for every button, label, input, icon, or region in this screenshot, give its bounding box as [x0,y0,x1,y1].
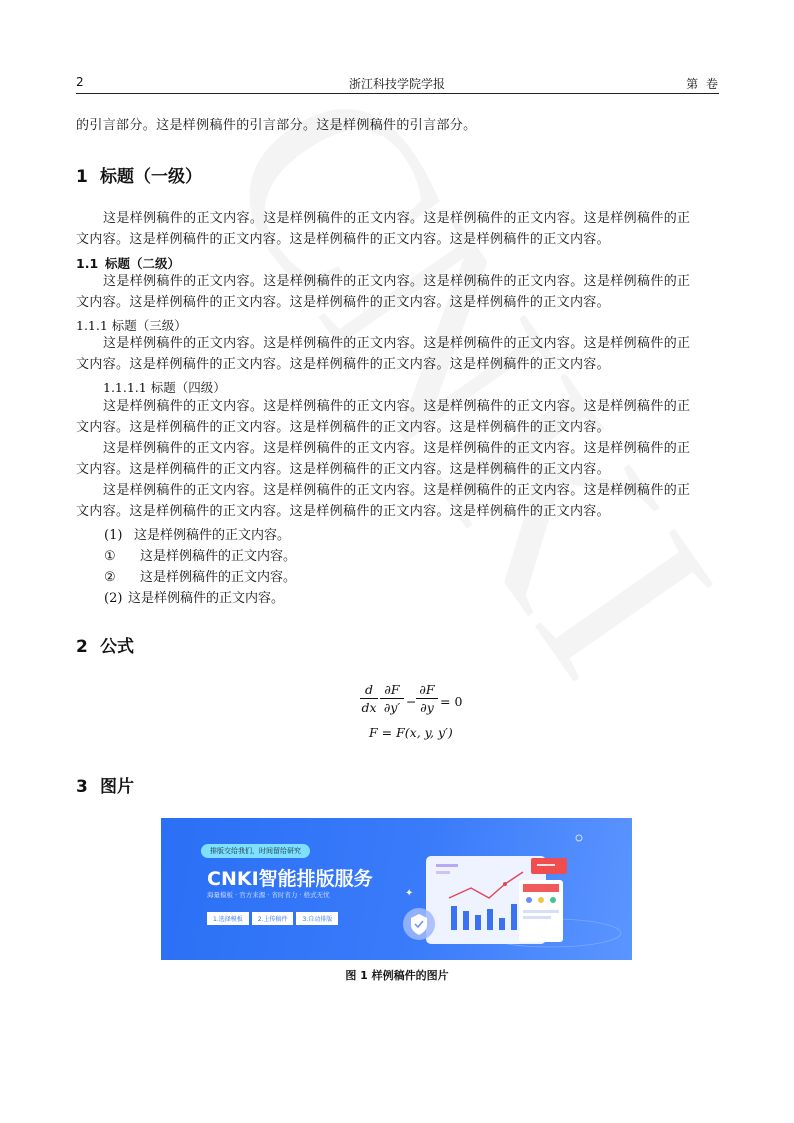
list-item [104,545,296,564]
intro-paragraph: 的引言部分。这是样例稿件的引言部分。这是样例稿件的引言部分。 [76,118,477,133]
svg-text:✦: ✦ [405,888,414,899]
section-title: 标题（一级） [100,167,202,187]
list-text: 这是样例稿件的正文内容。 [128,591,285,606]
list-marker: ② [104,570,116,585]
section-1-heading [76,162,202,187]
section-title: 图片 [100,777,134,797]
section-title: 公式 [100,637,134,657]
list-text: 这是样例稿件的正文内容。 [140,549,297,564]
list-text: 这是样例稿件的正文内容。 [140,570,297,585]
paragraph-line: 这是样例稿件的正文内容。这是样例稿件的正文内容。这是样例稿件的正文内容。这是样例稿件的正 [103,483,691,498]
section-3-heading [76,772,134,797]
paragraph-line: 文内容。这是样例稿件的正文内容。这是样例稿件的正文内容。这是样例稿件的正文内容。 [76,462,611,477]
header-rule [76,93,719,94]
section-number: 3 [76,777,88,797]
paragraph-line: 文内容。这是样例稿件的正文内容。这是样例稿件的正文内容。这是样例稿件的正文内容。 [76,357,611,372]
subsection-title: 标题（二级） [105,256,181,271]
journal-name: 浙江科技学院学报 [348,77,445,91]
list-item [104,566,296,585]
fraction-denominator: ∂y [420,700,434,715]
euler-lagrange-equation [360,682,480,722]
function-definition: F = F(x, y, y′) [369,725,453,740]
equation-rhs: = 0 [440,694,463,709]
fraction-numerator: d [364,682,373,697]
fraction-numerator: ∂F [384,682,400,697]
banner-step: 2.上传稿件 [252,912,294,925]
cnki-banner-image [161,818,632,960]
banner-tagline: 海量模板 · 官方来源 · 省时省力 · 格式无忧 [207,891,330,899]
section-number: 1 [76,167,88,187]
paragraph-line: 这是样例稿件的正文内容。这是样例稿件的正文内容。这是样例稿件的正文内容。这是样例稿件的正 [103,211,691,226]
banner-step: 1.选择模板 [207,912,249,925]
figure-caption: 图 1 样例稿件的图片 [345,969,449,982]
paragraph-line: 这是样例稿件的正文内容。这是样例稿件的正文内容。这是样例稿件的正文内容。这是样例稿件的正 [103,274,691,289]
watermark [163,33,772,725]
list-text: 这是样例稿件的正文内容。 [134,528,291,543]
fraction-denominator: dx [361,700,377,715]
subsection-number: 1.1 [76,256,99,271]
subsection-1-1-1-heading: 1.1.1 标题（三级） [76,318,187,333]
paragraph-line: 文内容。这是样例稿件的正文内容。这是样例稿件的正文内容。这是样例稿件的正文内容。 [76,504,611,519]
fraction-numerator: ∂F [419,682,435,697]
paragraph-line: 这是样例稿件的正文内容。这是样例稿件的正文内容。这是样例稿件的正文内容。这是样例稿件的正 [103,441,691,456]
minus-sign: − [406,694,417,709]
paragraph-line: 这是样例稿件的正文内容。这是样例稿件的正文内容。这是样例稿件的正文内容。这是样例稿件的正 [103,399,691,414]
list-item [104,524,290,543]
banner-step: 3.自动排版 [296,912,338,925]
list-marker: (2) [104,591,123,606]
subsection-1-1-heading [76,254,180,272]
paragraph-line: 文内容。这是样例稿件的正文内容。这是样例稿件的正文内容。这是样例稿件的正文内容。 [76,420,611,435]
banner-title: CNKI智能排版服务 [207,868,373,890]
page-number: 2 [76,75,84,89]
banner-illustration [401,828,631,958]
list-marker: ① [104,549,116,564]
section-number: 2 [76,637,88,657]
subsection-1-1-1-1-heading: 1.1.1.1 标题（四级） [103,380,226,395]
paragraph-line: 这是样例稿件的正文内容。这是样例稿件的正文内容。这是样例稿件的正文内容。这是样例稿件的正 [103,336,691,351]
banner-steps [207,912,338,925]
list-marker: (1) [104,528,123,543]
volume-label: 第 卷 [686,77,718,91]
paragraph-line: 文内容。这是样例稿件的正文内容。这是样例稿件的正文内容。这是样例稿件的正文内容。 [76,295,611,310]
section-2-heading [76,632,134,657]
list-item [104,587,284,606]
paragraph-line: 文内容。这是样例稿件的正文内容。这是样例稿件的正文内容。这是样例稿件的正文内容。 [76,232,611,247]
banner-pill: 排版交给我们，时间留给研究 [201,844,310,858]
fraction-denominator: ∂y′ [383,700,401,715]
